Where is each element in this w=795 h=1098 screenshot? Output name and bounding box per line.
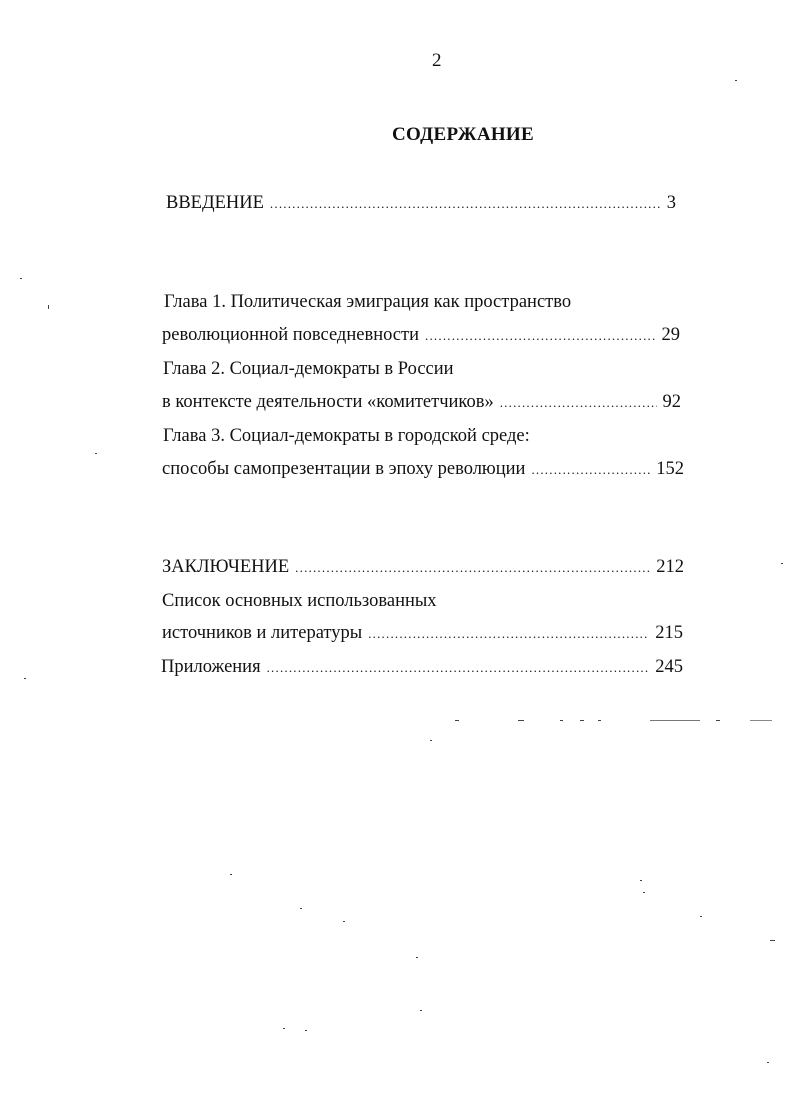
toc-entry-sources [162,623,683,647]
toc-leader-dots [531,462,650,478]
toc-entry-sources-title: Список основных использованных [162,591,437,611]
scan-speck [300,908,302,909]
toc-page-number: 3 [666,193,676,213]
toc-page-number: 152 [656,459,684,479]
scan-speck [48,305,49,309]
toc-leader-dots [267,660,650,676]
toc-page-number: 215 [655,623,683,643]
scan-speck [420,1010,422,1011]
toc-entry-chapter3-title: Глава 3. Социал-демократы в городской среде: [163,426,530,446]
toc-entry-conclusion [162,557,684,581]
scan-speck [343,921,345,922]
scan-speck [640,880,642,881]
scan-speck [455,720,459,721]
toc-page-number: 212 [656,557,684,577]
toc-page-number: 29 [661,325,680,345]
scan-speck [716,720,720,721]
toc-label: Приложения [161,657,261,677]
toc-entry-chapter3 [162,459,684,483]
scan-speck [430,740,432,741]
scan-speck [95,453,97,454]
toc-page-number: 92 [662,392,681,412]
scan-speck [24,678,26,679]
toc-entry-chapter1 [162,325,680,349]
scan-speck [770,940,775,941]
page-number: 2 [432,50,442,71]
toc-leader-dots [425,328,655,344]
toc-label: ЗАКЛЮЧЕНИЕ [162,557,290,577]
scan-speck [518,720,524,721]
toc-leader-dots [368,626,649,642]
scan-speck [735,80,737,81]
toc-entry-chapter2-title: Глава 2. Социал-демократы в России [163,359,454,379]
toc-entry-intro [166,193,676,217]
toc-label: способы самопрезентации в эпоху революции [162,459,526,479]
toc-page-number: 245 [655,657,683,677]
scan-speck [305,1030,307,1031]
scan-speck [416,957,418,958]
scan-speck [283,1028,285,1029]
toc-entry-chapter2 [162,392,681,416]
toc-label: ВВЕДЕНИЕ [166,193,264,213]
toc-leader-dots [295,560,650,576]
page-title: СОДЕРЖАНИЕ [392,124,534,145]
toc-leader-dots [500,395,657,411]
scan-speck [598,720,601,721]
scan-speck [560,720,563,721]
scan-speck [580,720,584,721]
scan-speck [767,1062,769,1063]
scan-speck [643,892,645,893]
scan-speck [650,720,700,721]
scan-speck [20,278,22,279]
scan-speck [700,916,702,917]
toc-entry-appendices [161,657,683,681]
toc-leader-dots [270,196,661,212]
scan-speck [230,874,232,875]
scan-speck [750,720,772,721]
toc-label: источников и литературы [162,623,363,643]
toc-label: революционной повседневности [162,325,420,345]
toc-label: в контексте деятельности «комитетчиков» [162,392,494,412]
scan-speck [781,563,783,564]
toc-entry-chapter1-title: Глава 1. Политическая эмиграция как пространство [164,292,572,312]
